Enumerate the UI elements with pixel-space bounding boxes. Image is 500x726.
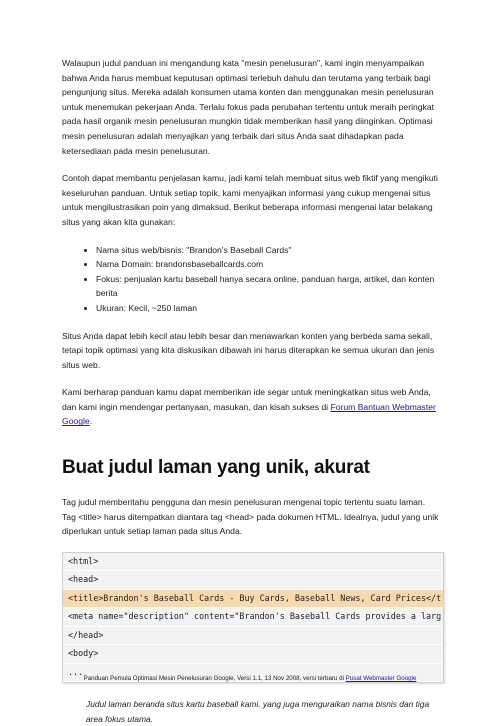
- paragraph-title-tag: Tag judul memberitahu pengguna dan mesin penelusuran mengenai topic tertentu suatu laman. Tag <title> harus ditempatkan diantara tag <head> pada dokumen HTML. Idealnya, judul yang unik diperlukan untuk setiap laman pada situs Anda.: [62, 497, 439, 537]
- code-line: <head>: [63, 571, 443, 590]
- paragraph-intro: Walaupun judul panduan ini mengandung kata "mesin penelusuran", kami ingin menyampaikan bahwa Anda harus membuat keputusan optimasi terlebuh dahulu dan terutama yang terbaik bagi pengunjung situs. Mereka adalah konsumen utama konten dan menggunakan mesin penelusuran untuk menemukan pekerjaan Anda. Terlalu fokus pada perubahan tertentu untuk meraih peringkat pada hasil organik mesin penelusuran mungkin tidak memberikan hasil yang diinginkan. Optimasi mesin penelusuran adalah menyajikan yang terbaik dari situs Anda saat dihadapkan pada ketersediaan pada mesin penelusuran.: [62, 58, 435, 156]
- code-line: <meta name="description" content="Brandon's Baseball Cards provides a larg: [63, 608, 443, 627]
- page-footer: [0, 675, 500, 682]
- footer-text: Panduan Pemula Optimasi Mesin Penelusuran Google, Versi 1.1, 13 Nov 2008, versi terbaru di: [83, 675, 346, 682]
- paragraph-forum: [62, 385, 440, 429]
- list-item: • Fokus: penjualan kartu baseball hanya secara online, panduan harga, artikel, dan konten berita: [96, 272, 440, 301]
- code-line: </head>: [63, 627, 443, 646]
- forum-link[interactable]: Forum Bantuan Webmaster Google: [62, 401, 436, 427]
- section-heading: Buat judul laman yang unik, akurat: [62, 457, 370, 479]
- code-line: <html>: [63, 553, 443, 572]
- code-caption: Judul laman beranda situs kartu baseball kami. yang juga menguraikan nama bisnis dan tiga area fokus utama.: [86, 699, 430, 724]
- list-item: • Nama situs web/bisnis: "Brandon's Baseball Cards": [96, 243, 440, 258]
- paragraph-forum-text: Kami berharap panduan kamu dapat memberikan ide segar untuk meningkatkan situs web Anda, dan kami ingin mendengar pertanyaan, masukan, dan kisah sukses di: [62, 387, 431, 412]
- code-line: <body>: [63, 645, 443, 664]
- document-page: [62, 56, 440, 726]
- paragraph-example: Contoh dapat membantu penjelasan kamu, jadi kami telah membuat situs web fiktif yang mengikuti keseluruhan panduan. Untuk setiap topik, kami menyajikan informasi yang cukup mengenai situs untuk mengilustrasikan poin yang dimaksud. Berikut beberapa informasi mengenai latar belakang situs yang akan kita gunakan:: [62, 173, 438, 227]
- code-example: [62, 552, 444, 684]
- list-item: • Nama Domain: brandonsbaseballcards.com: [96, 257, 440, 272]
- list-item: • Ukuran: Kecil, ~250 laman: [96, 301, 440, 316]
- paragraph-scope: Situs Anda dapat lebih kecil atau lebih besar dan menawarkan konten yang berbeda sama sekali, tetapi topik optimasi yang kita diskusikan dibawah ini harus diterapkan ke semua ukuran dan jenis situs web.: [62, 330, 435, 370]
- paragraph-forum-end: .: [89, 416, 93, 427]
- footer-link[interactable]: Pusat Webmaster Google: [345, 675, 417, 682]
- code-line-highlighted: <title>Brandon's Baseball Cards - Buy Cards, Baseball News, Card Prices</t: [63, 590, 443, 609]
- code-line: ...: [63, 664, 443, 683]
- site-info-list: [62, 243, 440, 316]
